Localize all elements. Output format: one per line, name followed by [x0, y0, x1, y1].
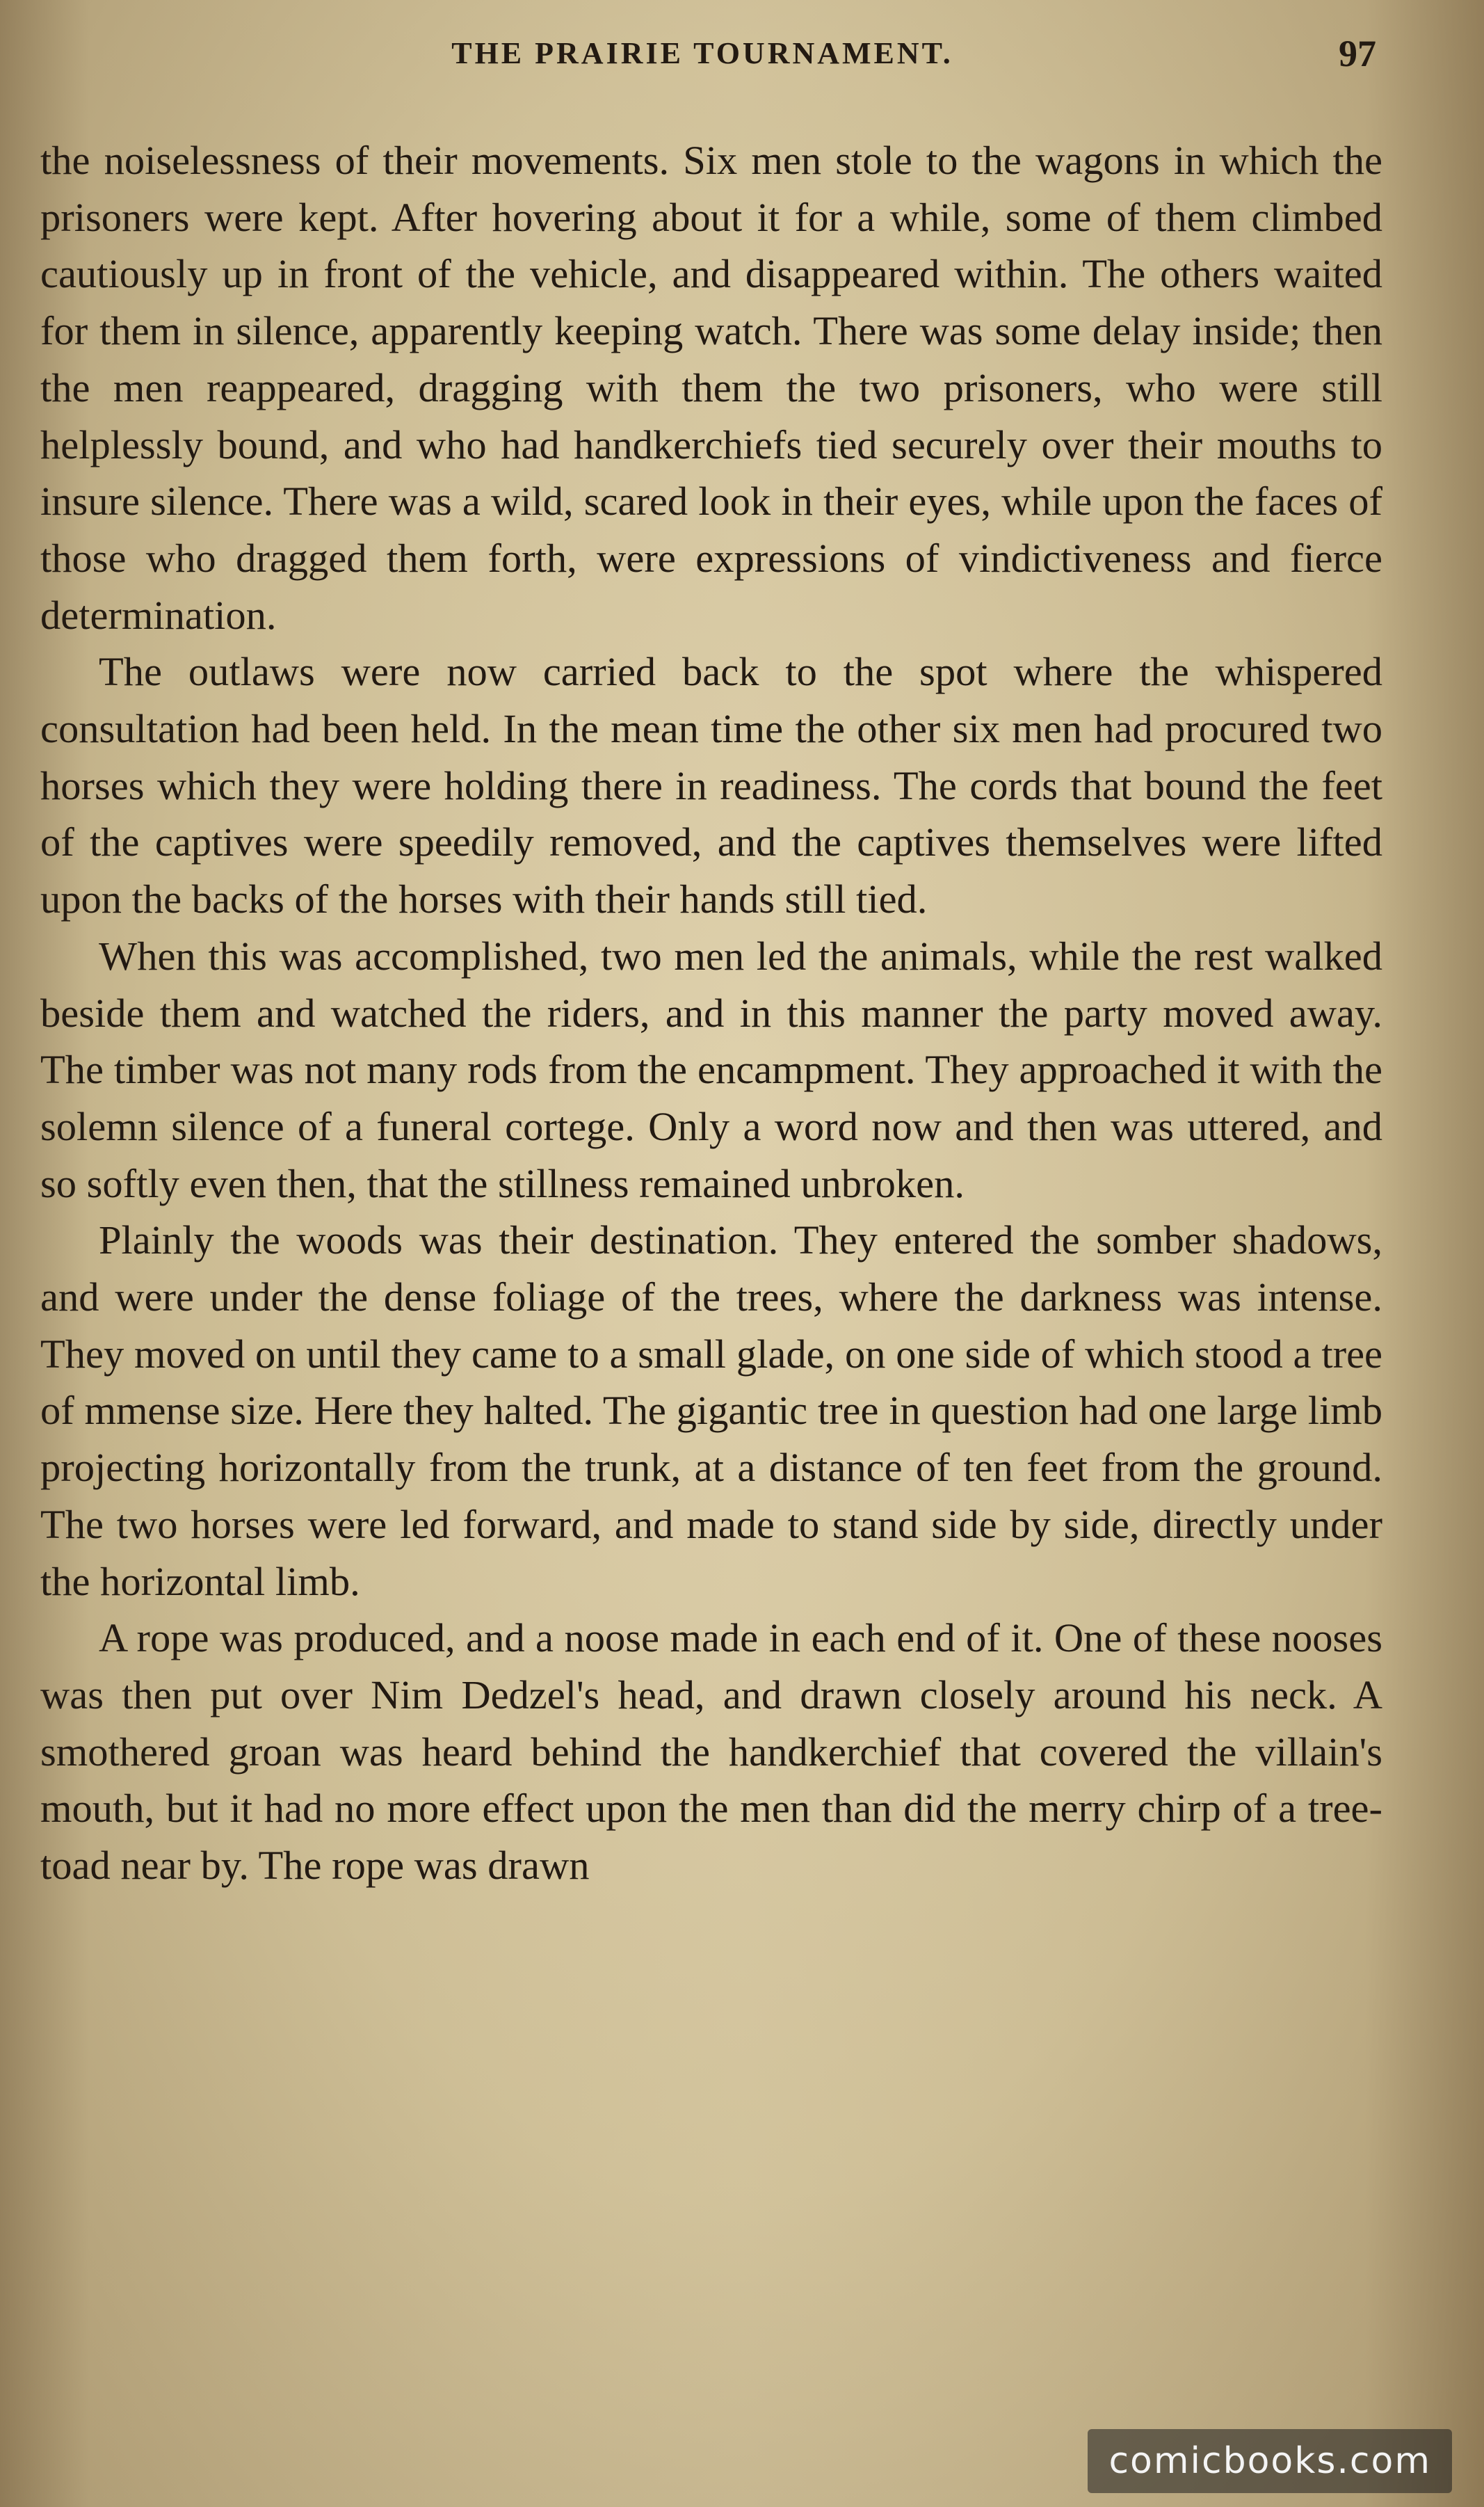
paragraph: When this was accomplished, two men led the animals, while the rest walked beside them and watched the riders, and in this manner the party moved away. The timber was not many rods from the encampment. They approached it with the solemn silence of a funeral cortege. Only a word now and then was uttered, and so softly even then, that the stillness remained unbroken.: [40, 933, 1382, 1206]
page-number: 97: [1339, 33, 1376, 74]
paragraph-continuation: the noiselessness of their movements. Six men stole to the wagons in which the prisoners were kept. After hovering about it for a while, some of them climbed cautiously up in front of the vehicle, and disappeared within. The others waited for them in silence, apparently keeping watch. There was some delay inside; then the men reappeared, dragging with them the two prisoners, who were still helplessly bound, and who had handkerchiefs tied securely over their mouths to insure silence. There was a wild, scared look in their eyes, while upon the faces of those who dragged them forth, were expressions of vindictiveness and fierce determination.: [40, 138, 1382, 638]
paragraph: Plainly the woods was their destination. They entered the somber shadows, and were under the dense foliage of the trees, where the darkness was intense. They moved on until they came to a small glade, on one side of which stood a tree of mmense size. Here they halted. The gigantic tree in question had one large limb projecting horizontally from the trunk, at a distance of ten feet from the ground. The two horses were led forward, and made to stand side by side, directly under the horizontal limb.: [40, 1217, 1382, 1604]
paragraph: The outlaws were now carried back to the spot where the whispered consultation had been held. In the mean time the other six men had procured two horses which they were holding there in readiness. The cords that bound the feet of the captives were speedily removed, and the captives themselves were lifted upon the backs of the horses with their hands still tied.: [40, 649, 1382, 922]
paragraph: A rope was produced, and a noose made in each end of it. One of these nooses was then put over Nim Dedzel's head, and drawn closely around his neck. A smothered groan was heard behind the handkerchief that covered the villain's mouth, but it had no more effect upon the men than did the merry chirp of a tree-toad near by. The rope was drawn: [40, 1615, 1382, 1889]
watermark: comicbooks.com: [1088, 2429, 1452, 2493]
body-text: [40, 132, 1382, 1894]
running-head: [0, 29, 1484, 78]
running-title: THE PRAIRIE TOURNAMENT.: [451, 36, 953, 70]
